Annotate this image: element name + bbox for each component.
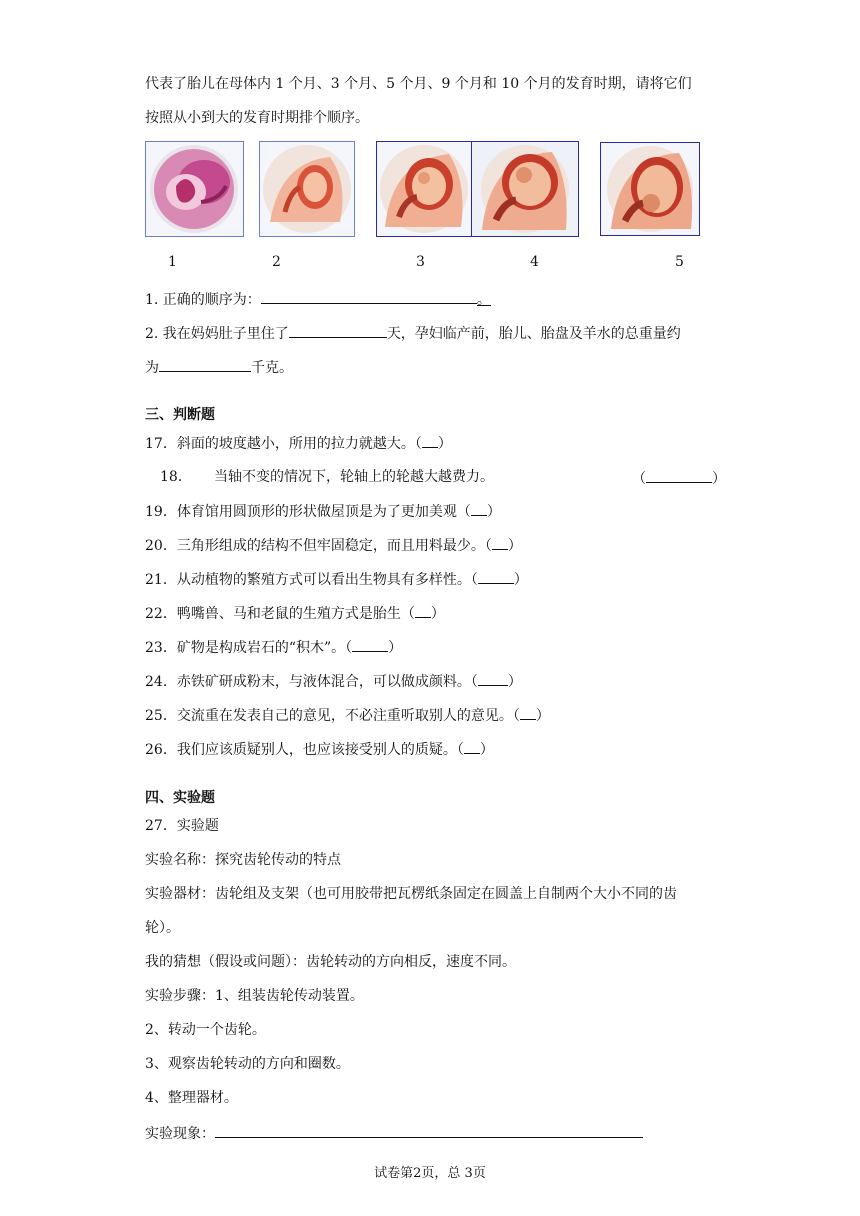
question-number: 20． [145, 538, 177, 554]
question-text: 从动植物的繁殖方式可以看出生物具有多样性。（ [176, 572, 478, 588]
question-text: 体育馆用圆顶形的形状做屋顶是为了更加美观（ [176, 504, 471, 520]
fetus-10-month-image [600, 142, 700, 236]
question-number: 26． [145, 742, 177, 758]
question-text: 当轴不变的情况下，轮轴上的轮越大越费力。 [214, 469, 494, 485]
fetus-5-month-image [376, 141, 473, 237]
question-18-answer [632, 467, 726, 489]
question-24 [145, 670, 522, 692]
section-3-title: 三、判断题 [145, 407, 215, 423]
q16-sub2-line2 [145, 356, 293, 378]
question-25 [145, 704, 550, 726]
answer-blank[interactable] [352, 636, 388, 652]
answer-blank[interactable] [415, 602, 431, 618]
answer-blank[interactable] [478, 670, 508, 686]
embryo-1-month-image [145, 141, 244, 237]
paren-close: ） [507, 674, 522, 690]
paren-close: ） [513, 572, 528, 588]
intro-line-1: 代表了胎儿在母体内 1 个月、3 个月、5 个月、9 个月和 10 个月的发育时期，请将它们 [145, 76, 692, 92]
order-answer-blank[interactable] [261, 288, 477, 304]
experiment-hypothesis: 我的猜想（假设或问题）：齿轮转动的方向相反，速度不同。 [145, 954, 516, 970]
question-number: 18． [160, 469, 192, 485]
answer-blank[interactable] [478, 568, 514, 584]
q16-sub2-a: 2. 我在妈妈肚子里住了 [145, 326, 289, 342]
image-label-4: 4 [530, 254, 539, 270]
page-footer: 试卷第2页，总 3页 [374, 1166, 486, 1181]
question-19 [145, 500, 501, 522]
experiment-step-1: 实验步骤：1、组装齿轮传动装置。 [145, 988, 364, 1004]
question-22 [145, 602, 445, 624]
answer-blank[interactable] [520, 704, 536, 720]
experiment-step-2: 2、转动一个齿轮。 [145, 1022, 266, 1038]
question-27-title: 27．实验题 [145, 818, 219, 834]
answer-blank[interactable] [471, 500, 487, 516]
paren-close: ） [437, 436, 452, 452]
question-text: 赤铁矿研成粉末，与液体混合，可以做成颜料。（ [176, 674, 478, 690]
question-number: 25． [145, 708, 177, 724]
question-text: 交流重在发表自己的意见，不必注重听取别人的意见。（ [176, 708, 520, 724]
experiment-equipment-line-2: 轮）。 [145, 920, 180, 936]
question-number: 19． [145, 504, 177, 520]
answer-blank[interactable] [422, 432, 438, 448]
question-20 [145, 534, 522, 556]
question-23 [145, 636, 402, 658]
question-number: 17． [145, 436, 177, 452]
q16-sub2-line1 [145, 322, 681, 344]
experiment-step-3: 3、观察齿轮转动的方向和圈数。 [145, 1056, 350, 1072]
question-18 [160, 467, 494, 487]
section-4-title: 四、实验题 [145, 790, 215, 806]
fetus-9-month-image [471, 141, 579, 237]
intro-line-2: 按照从小到大的发育时期排个顺序。 [145, 110, 369, 126]
question-21 [145, 568, 528, 590]
phenomenon-label: 实验现象： [145, 1126, 215, 1142]
question-text: 三角形组成的结构不但牢固稳定，而且用料最少。（ [176, 538, 492, 554]
paren-open: （ [632, 471, 646, 487]
answer-blank[interactable] [464, 738, 480, 754]
q16-sub2-d: 千克。 [251, 360, 293, 376]
question-17 [145, 432, 452, 454]
question-text: 鸭嘴兽、马和老鼠的生殖方式是胎生（ [176, 606, 415, 622]
question-text: 矿物是构成岩石的“积木”。（ [176, 640, 353, 656]
question-number: 24． [145, 674, 177, 690]
q16-sub2-c: 为 [145, 360, 159, 376]
paren-close: ） [388, 640, 403, 656]
paren-close: ） [712, 471, 726, 487]
answer-blank[interactable] [492, 534, 508, 550]
image-label-1: 1 [168, 254, 177, 270]
q16-sub1-prefix: 1. 正确的顺序为： [145, 292, 261, 308]
question-number: 22． [145, 606, 177, 622]
image-label-3: 3 [416, 254, 425, 270]
q16-sub2-b: 天，孕妇临产前，胎儿、胎盘及羊水的总重量约 [386, 326, 681, 342]
image-label-5: 5 [675, 254, 684, 270]
phenomenon-answer-blank[interactable] [215, 1122, 643, 1138]
paren-close: ） [535, 708, 550, 724]
experiment-equipment-line-1: 实验器材：齿轮组及支架（也可用胶带把瓦楞纸条固定在圆盖上自制两个大小不同的齿 [145, 886, 677, 902]
experiment-phenomenon [145, 1122, 643, 1144]
q16-sub1-suffix: 。 [476, 292, 491, 308]
image-label-2: 2 [272, 254, 281, 270]
weight-answer-blank[interactable] [159, 356, 251, 372]
paren-close: ） [486, 504, 501, 520]
fetus-3-month-image [259, 141, 355, 237]
question-text: 斜面的坡度越小，所用的拉力就越大。（ [176, 436, 422, 452]
experiment-name: 实验名称：探究齿轮传动的特点 [145, 852, 341, 868]
question-number: 21． [145, 572, 177, 588]
question-text: 我们应该质疑别人，也应该接受别人的质疑。（ [176, 742, 464, 758]
q16-sub1 [145, 288, 491, 310]
paren-close: ） [430, 606, 445, 622]
question-number: 23． [145, 640, 177, 656]
answer-blank[interactable] [646, 467, 712, 483]
paren-close: ） [507, 538, 522, 554]
paren-close: ） [479, 742, 494, 758]
experiment-step-4: 4、整理器材。 [145, 1090, 238, 1106]
days-answer-blank[interactable] [289, 322, 387, 338]
question-26 [145, 738, 494, 760]
